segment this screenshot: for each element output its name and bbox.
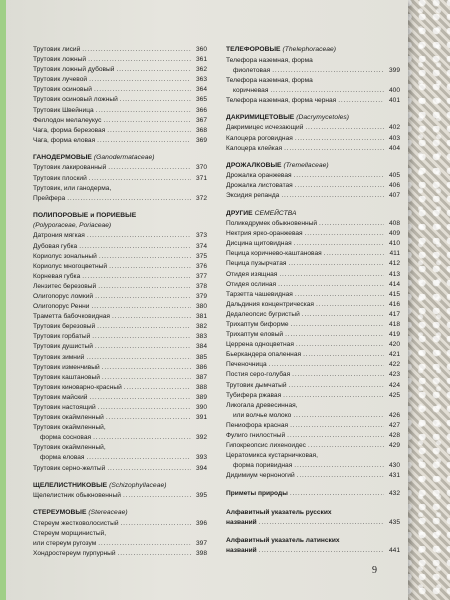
toc-entry: форма еловая . . . 393 bbox=[33, 453, 207, 463]
toc-entry: Дидимиум черноногий . . . 431 bbox=[226, 471, 400, 481]
toc-entry: Трутовик ложный дубовый . . . 362 bbox=[33, 65, 207, 75]
toc-entry: Бьеркандера опаленная . . . 421 bbox=[226, 350, 400, 360]
toc-entry: Пецица коричнево-каштановая . . . 411 bbox=[226, 249, 400, 259]
toc-entry: Трутовик лучевой . . . 363 bbox=[33, 75, 207, 85]
toc-index-latin-line1: Алфавитный указатель латинских bbox=[226, 536, 340, 544]
toc-entry: Датрония мягкая . . . 373 bbox=[33, 231, 207, 241]
toc-entry: или волчье молоко . . . 426 bbox=[226, 411, 400, 421]
toc-entry: Трутовик горбатый . . . 383 bbox=[33, 332, 207, 342]
toc-entry: Отидея ослиная . . . 414 bbox=[226, 280, 400, 290]
toc-entry: Щелелистник обыкновенный . . . 395 bbox=[33, 491, 207, 501]
green-edge-stripe bbox=[0, 0, 6, 600]
toc-entry: Дрожалка листоватая . . . 406 bbox=[226, 181, 400, 191]
toc-entry: Феллодон мелалеукус . . . 367 bbox=[33, 116, 207, 126]
section-other-families: ДРУГИЕ СЕМЕЙСТВА bbox=[226, 209, 297, 217]
toc-entry: Гипокреопсис лихеноидес . . . 429 bbox=[226, 441, 400, 451]
section-polyporaceae-latin: (Polyporaceae, Poriaceae) bbox=[33, 222, 112, 230]
section-polyporaceae: ПОЛИПОРОВЫЕ и ПОРИЕВЫЕ bbox=[33, 211, 137, 219]
toc-entry: Кориолус зональный . . . 375 bbox=[33, 252, 207, 262]
toc-entry-line1: Трутовик окаймленный, bbox=[33, 444, 106, 452]
toc-entry: Трутовик плоский . . . 371 bbox=[33, 174, 207, 184]
toc-entry: Чага, форма еловая . . . 369 bbox=[33, 136, 207, 146]
toc-entry: Пецица пузырчатая . . . 412 bbox=[226, 259, 400, 269]
toc-entry: Трутовик зимний . . . 385 bbox=[33, 353, 207, 363]
toc-entry-line1: Телефора наземная, форма bbox=[226, 56, 313, 64]
toc-entry: Хондростереум пурпурный . . . 398 bbox=[33, 549, 207, 559]
toc-index-russian-line1: Алфавитный указатель русских bbox=[226, 508, 332, 516]
toc-entry: Олигопорус Ренни . . . 380 bbox=[33, 302, 207, 312]
toc-index-latin: названий . . . 441 bbox=[226, 546, 400, 556]
toc-entry: Дубовая губка . . . 374 bbox=[33, 242, 207, 252]
toc-entry: фиолетовая . . . 399 bbox=[226, 66, 400, 76]
toc-entry-line1: Телефора наземная, форма bbox=[226, 76, 313, 84]
toc-entry: или стереум ругозум . . . 397 bbox=[33, 539, 207, 549]
toc-entry: Трутовик киноварно-красный . . . 388 bbox=[33, 383, 207, 393]
toc-entry: Дисцина щитовидная . . . 410 bbox=[226, 239, 400, 249]
page-number: 9 bbox=[372, 565, 377, 576]
toc-entry: Лензитес березовый . . . 378 bbox=[33, 282, 207, 292]
toc-entry: Дакримицес исчезающий . . . 402 bbox=[226, 123, 400, 133]
toc-entry-omens: Приметы природы . . . 432 bbox=[226, 489, 400, 499]
toc-entry: Калоцера клейкая . . . 404 bbox=[226, 144, 400, 154]
toc-entry: форма поривидная . . . 430 bbox=[226, 461, 400, 471]
toc-entry: Дрожалка оранжевая . . . 405 bbox=[226, 171, 400, 181]
toc-right-column bbox=[226, 45, 400, 556]
toc-entry: Трутовик березовый . . . 382 bbox=[33, 322, 207, 332]
toc-entry-line1: Стереум морщинистый, bbox=[33, 529, 107, 537]
toc-entry: Трутовик серно-желтый . . . 394 bbox=[33, 464, 207, 474]
toc-entry: Тарзетта чашевидная . . . 415 bbox=[226, 290, 400, 300]
toc-entry: форма сосновая . . . 392 bbox=[33, 433, 207, 443]
section-schizophyllaceae: ЩЕЛЕЛИСТНИКОВЫЕ (Schizophyllaceae) bbox=[33, 481, 167, 489]
toc-entry: Траметта бабочковидная . . . 381 bbox=[33, 312, 207, 322]
toc-entry: Трутовик лакированный . . . 370 bbox=[33, 163, 207, 173]
toc-entry: Прейфера . . . 372 bbox=[33, 194, 207, 204]
toc-entry: коричневая . . . 400 bbox=[226, 86, 400, 96]
toc-entry: Корневая губка . . . 377 bbox=[33, 272, 207, 282]
toc-entry: Фулиго гнилостный . . . 428 bbox=[226, 431, 400, 441]
toc-entry: Трутовик каштановый . . . 387 bbox=[33, 373, 207, 383]
toc-entry: Стереум жестковолосистый . . . 396 bbox=[33, 519, 207, 529]
section-thelephoraceae: ТЕЛЕФОРОВЫЕ (Thelephoraceae) bbox=[226, 46, 337, 53]
toc-entry: Нектрия ярко-оранжевая . . . 409 bbox=[226, 229, 400, 239]
toc-entry: Трихаптум биформе . . . 418 bbox=[226, 320, 400, 330]
toc-entry: Трутовик душистый . . . 384 bbox=[33, 342, 207, 352]
toc-entry: Пениофора красная . . . 427 bbox=[226, 421, 400, 431]
section-ganodermataceae: ГАНОДЕРМОВЫЕ (Ganodermataceae) bbox=[33, 153, 155, 161]
toc-entry-line1: Ликогала древесинная, bbox=[226, 401, 298, 409]
toc-entry: Олигопорус ломкий . . . 379 bbox=[33, 292, 207, 302]
toc-entry: Трутовик настоящий . . . 390 bbox=[33, 403, 207, 413]
toc-entry: Печеночница . . . 422 bbox=[226, 360, 400, 370]
toc-entry: Калоцера роговидная . . . 403 bbox=[226, 134, 400, 144]
section-stereaceae: СТЕРЕУМОВЫЕ (Stereaceae) bbox=[33, 509, 128, 517]
toc-entry: Трутовик лисий . . . 360 bbox=[33, 45, 207, 55]
toc-entry: Постия серо-голубая . . . 423 bbox=[226, 370, 400, 380]
toc-entry: Трутовик окаймленный . . . 391 bbox=[33, 413, 207, 423]
toc-index-russian: названий . . . 435 bbox=[226, 518, 400, 528]
toc-entry-line1: Трутовик окаймленный, bbox=[33, 424, 106, 432]
toc-entry-line1: Трутовик, или ганодерма, bbox=[33, 184, 112, 192]
toc-entry: Эксидия репанда . . . 407 bbox=[226, 191, 400, 201]
toc-entry: Трутовик Швейница . . . 366 bbox=[33, 106, 207, 116]
section-dacrymycetales: ДАКРИМИЦЕТОВЫЕ (Dacrymycetoles) bbox=[226, 113, 350, 121]
toc-left-column bbox=[33, 45, 207, 559]
toc-entry: Дедалеопсис бугристый . . . 417 bbox=[226, 310, 400, 320]
toc-entry: Трутовик майский . . . 389 bbox=[33, 393, 207, 403]
toc-entry: Тубифера ржавая . . . 425 bbox=[226, 391, 400, 401]
toc-entry-line1: Цератомикса кустарничковая, bbox=[226, 452, 318, 460]
toc-entry: Церрена одноцветная . . . 420 bbox=[226, 340, 400, 350]
toc-entry: Трутовик ложный . . . 361 bbox=[33, 55, 207, 65]
toc-entry: Дальдиния концентрическая . . . 416 bbox=[226, 300, 400, 310]
toc-entry: Поликедрумек обыкновенный . . . 408 bbox=[226, 219, 400, 229]
toc-entry: Кориолус многоцветный . . . 376 bbox=[33, 262, 207, 272]
toc-entry: Трутовик дымчатый . . . 424 bbox=[226, 381, 400, 391]
toc-entry: Трутовик осиновый . . . 364 bbox=[33, 85, 207, 95]
toc-entry: Отидея изящная . . . 413 bbox=[226, 270, 400, 280]
toc-entry: Трутовик осиновый ложный . . . 365 bbox=[33, 95, 207, 105]
toc-entry: Трихаптум еловый . . . 419 bbox=[226, 330, 400, 340]
toc-entry: Чага, форма березовая . . . 368 bbox=[33, 126, 207, 136]
section-tremellaceae: ДРОЖАЛКОВЫЕ (Tremellaceae) bbox=[226, 161, 329, 169]
toc-entry: Трутовик изменчивый . . . 386 bbox=[33, 363, 207, 373]
toc-entry: Телефора наземная, форма черная . . . 401 bbox=[226, 96, 400, 106]
